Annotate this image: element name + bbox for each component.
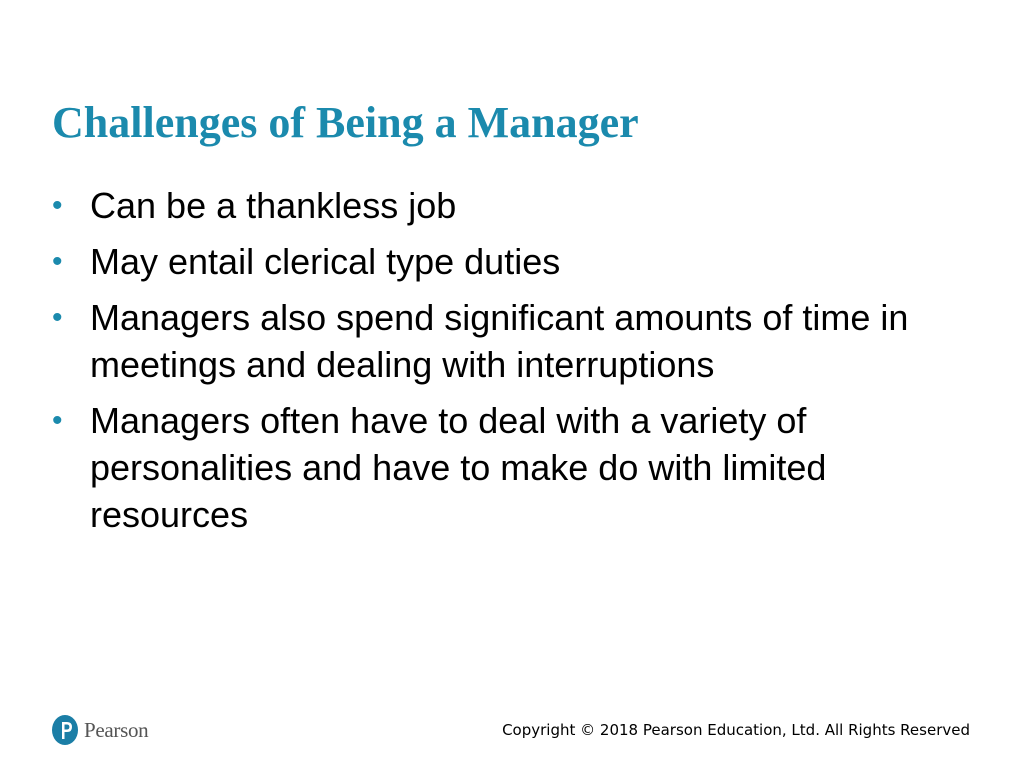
pearson-logo	[52, 714, 148, 746]
pearson-p-icon	[52, 715, 78, 745]
bullet-item	[52, 397, 972, 538]
bullet-item	[52, 182, 972, 229]
bullet-list	[52, 182, 972, 547]
bullet-icon: •	[52, 245, 63, 278]
bullet-item	[52, 238, 972, 285]
bullet-text: May entail clerical type duties	[90, 241, 561, 282]
bullet-icon: •	[52, 404, 63, 437]
bullet-text: Managers also spend significant amounts of time in meetings and dealing with interruptions	[90, 297, 909, 385]
logo-wordmark: Pearson	[84, 717, 149, 742]
bullet-text: Managers often have to deal with a variety of personalities and have to make do with limited resources	[90, 400, 827, 535]
slide-title: Challenges of Being a Manager	[52, 98, 639, 147]
bullet-text: Can be a thankless job	[90, 185, 457, 226]
bullet-icon: •	[52, 301, 63, 334]
copyright-notice: Copyright © 2018 Pearson Education, Ltd. All Rights Reserved	[502, 721, 970, 739]
bullet-item	[52, 294, 972, 388]
bullet-icon: •	[52, 189, 63, 222]
